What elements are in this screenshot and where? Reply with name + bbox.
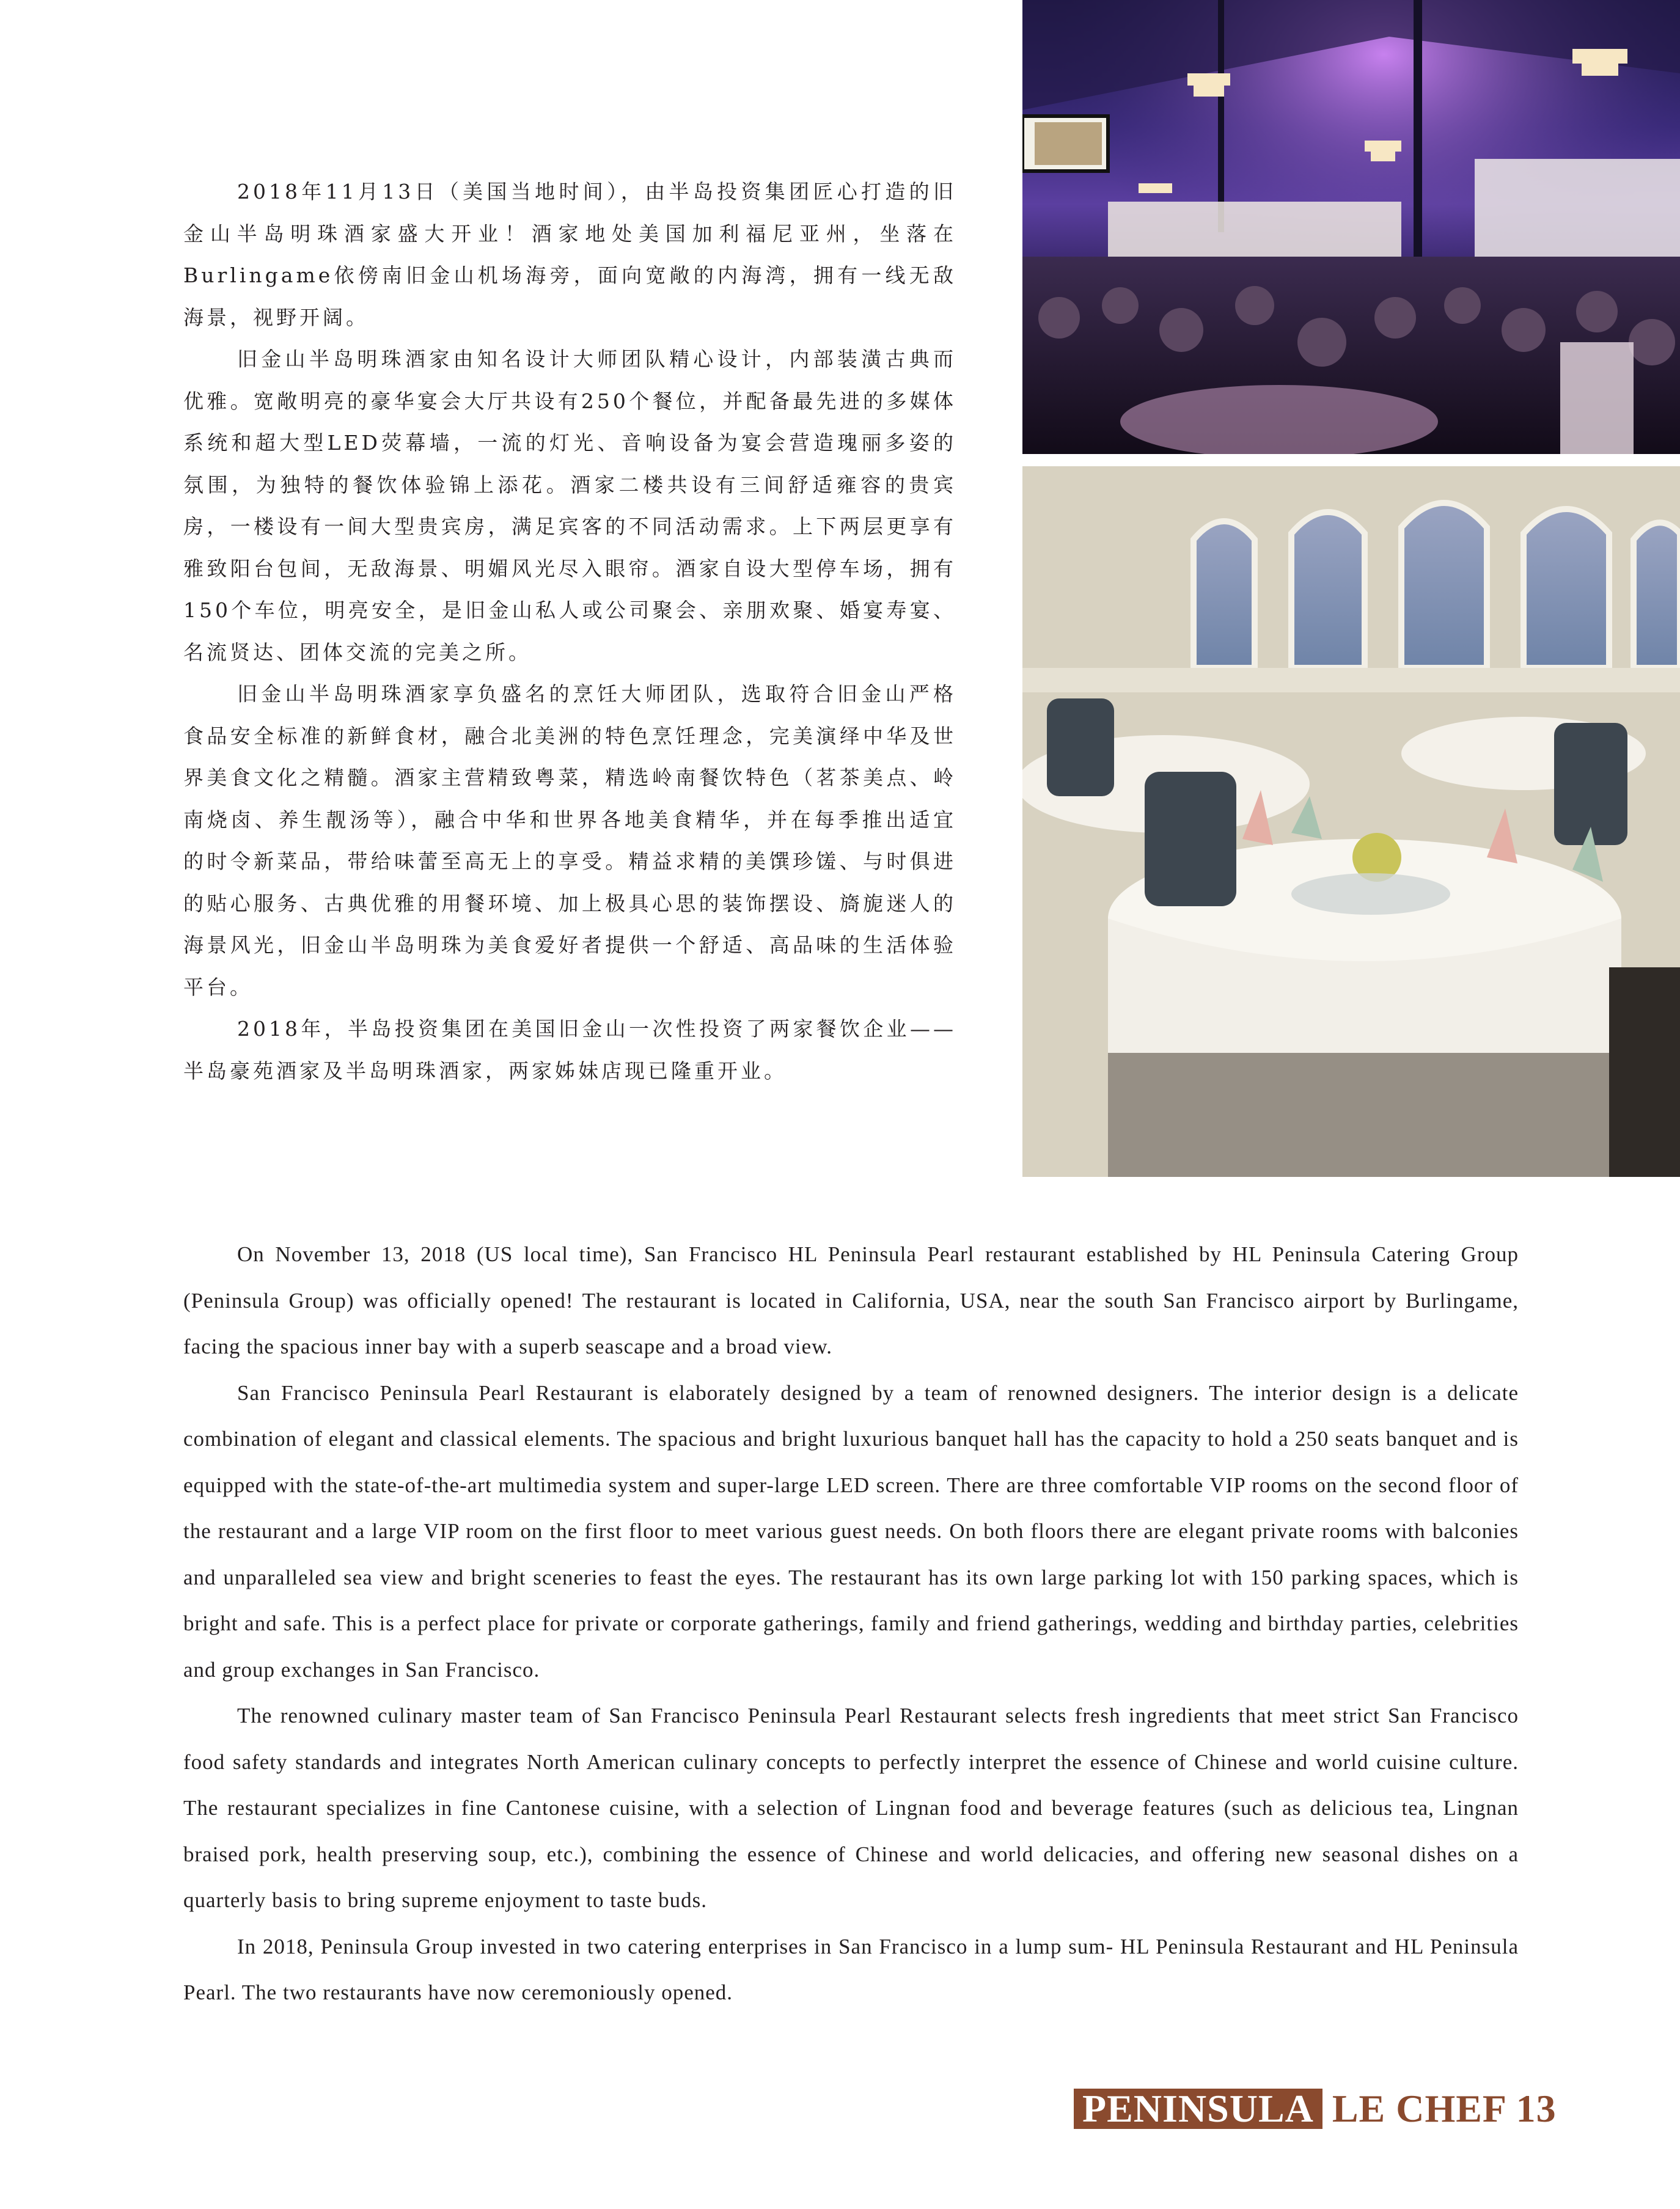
dining-room-image bbox=[1022, 466, 1680, 1177]
chinese-paragraph: 旧金山半岛明珠酒家享负盛名的烹饪大师团队，选取符合旧金山严格食品安全标准的新鲜食材，融合北美洲的特色烹饪理念，完美演绎中华及世界美食文化之精髓。酒家主营精致粤菜，精选岭南餐饮特色（茗茶美点、岭南烧卤、养生靓汤等），融合中华和世界各地美食精华，并在每季推出适宜的时令新菜品，带给味蕾至高无上的享受。精益求精的美馔珍馐、与时俱进的贴心服务、古典优雅的用餐环境、加上极具心思的装饰摆设、旖旎迷人的海景风光，旧金山半岛明珠为美食爱好者提供一个舒适、高品味的生活体验平台。 bbox=[183, 682, 956, 999]
chinese-article bbox=[183, 171, 956, 1092]
english-paragraph: In 2018, Peninsula Group invested in two catering enterprises in San Francisco in a lump sum- HL Peninsula Restaurant and HL Peninsula Pearl. The two restaurants have now ceremoniously opened. bbox=[183, 1934, 1519, 2004]
chinese-paragraph: 2018年，半岛投资集团在美国旧金山一次性投资了两家餐饮企业——半岛豪苑酒家及半岛明珠酒家，两家姊妹店现已隆重开业。 bbox=[183, 1017, 956, 1083]
chinese-paragraph: 旧金山半岛明珠酒家由知名设计大师团队精心设计，内部装潢古典而优雅。宽敞明亮的豪华宴会大厅共设有250个餐位，并配备最先进的多媒体系统和超大型LED荧幕墙，一流的灯光、音响设备为宴会营造瑰丽多姿的氛围，为独特的餐饮体验锦上添花。酒家二楼共设有三间舒适雍容的贵宾房，一楼设有一间大型贵宾房，满足宾客的不同活动需求。上下两层更享有雅致阳台包间，无敌海景、明媚风光尽入眼帘。酒家自设大型停车场，拥有150个车位，明亮安全，是旧金山私人或公司聚会、亲朋欢聚、婚宴寿宴、名流贤达、团体交流的完美之所。 bbox=[183, 347, 956, 664]
page-footer bbox=[1074, 2089, 1557, 2129]
english-paragraph: San Francisco Peninsula Pearl Restaurant is elaborately designed by a team of renowned designers. The interior design is a delicate combination of elegant and classical elements. The spacious and bright luxurious banquet hall has the capacity to hold a 250 seats banquet and is equipped with the state-of-the-art multimedia system and super-large LED screen. There are three comfortable VIP rooms on the second floor of the restaurant and a large VIP room on the first floor to meet various guest needs. On both floors there are elegant private rooms with balconies and unparalleled sea view and bright sceneries to feast the eyes. The restaurant has its own large parking lot with 150 parking spaces, which is bright and safe. This is a perfect place for private or corporate gatherings, family and friend gatherings, wedding and birthday parties, celebrities and group exchanges in San Francisco. bbox=[183, 1380, 1519, 1682]
chinese-paragraph: 2018年11月13日（美国当地时间），由半岛投资集团匠心打造的旧金山半岛明珠酒家盛大开业！酒家地处美国加利福尼亚州，坐落在Burlingame依傍南旧金山机场海旁，面向宽敞的内海湾，拥有一线无敌海景，视野开阔。 bbox=[183, 180, 956, 329]
english-paragraph: The renowned culinary master team of San Francisco Peninsula Pearl Restaurant selects fresh ingredients that meet strict San Francisco food safety standards and integrates North American culinary concepts to perfectly interpret the essence of Chinese and world cuisine culture. The restaurant specializes in fine Cantonese cuisine, with a selection of Lingnan food and beverage features (such as delicious tea, Lingnan braised pork, health preserving soup, etc.), combining the essence of Chinese and world delicacies, and offering new seasonal dishes on a quarterly basis to bring supreme enjoyment to taste buds. bbox=[183, 1704, 1519, 1912]
english-article bbox=[183, 1231, 1519, 2016]
english-paragraph: On November 13, 2018 (US local time), San Francisco HL Peninsula Pearl restaurant established by HL Peninsula Catering Group (Peninsula Group) was officially opened! The restaurant is located in California, USA, near the south San Francisco airport by Burlingame, facing the spacious inner bay with a superb seascape and a broad view. bbox=[183, 1242, 1519, 1358]
banquet-hall-image bbox=[1022, 0, 1680, 454]
dining-room-photo bbox=[1022, 466, 1680, 1177]
banquet-hall-photo bbox=[1022, 0, 1680, 454]
footer-brand: PENINSULA bbox=[1074, 2089, 1322, 2129]
footer-magazine bbox=[1322, 2089, 1557, 2129]
footer-magazine-name: LE CHEF bbox=[1332, 2087, 1506, 2130]
page-number: 13 bbox=[1516, 2087, 1557, 2130]
